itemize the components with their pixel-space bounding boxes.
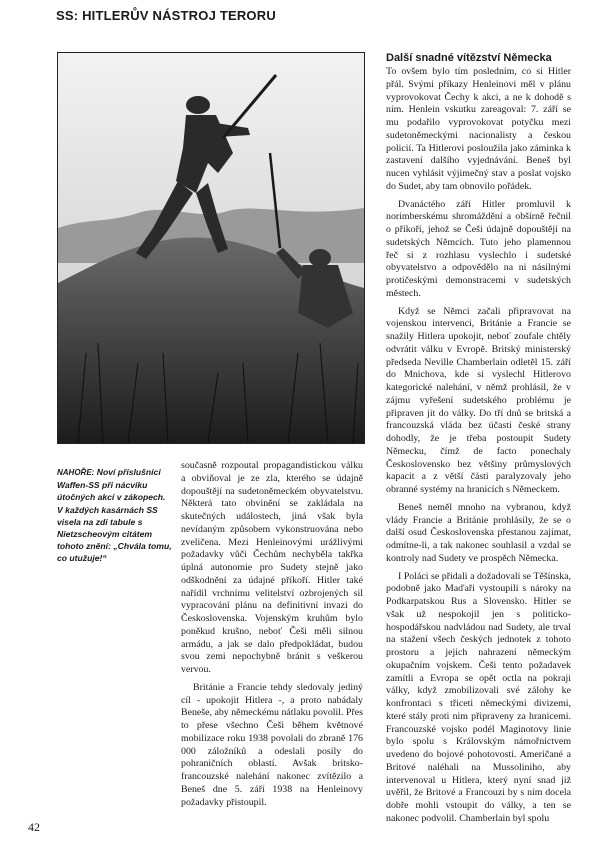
text-column-right <box>386 66 571 826</box>
running-header: SS: HITLERŮV NÁSTROJ TERORU <box>56 8 276 23</box>
caption-lead: NAHOŘE: <box>57 468 95 477</box>
paragraph: Když se Němci začali připravovat na vojenskou intervenci, Británie a Francie se snažily Hitlera upokojit, neboť zoufale chtěly odvrátit válku v Evropě. Britský ministerský předseda Neville Chamberlain odletěl 15. září do Mnichova, kde si vyslechl Hitlerovo kategorické nalehání, v němž prohlásil, že v zájmu vyřešení sudetského problému je připraven jít do války. Do tří dnů se britská a francouzská vláda bez účasti české strany dohodly, že je třeba postoupit Sudety Německu, čímž de facto ponechaly Československo bez většiny průmyslových kapacit a z větší části paralyzovaly jeho obranné systémy na hranicích s Německem. <box>386 305 571 495</box>
paragraph: I Poláci se přidali a dožadovali se Těšínska, podobně jako Maďaři vystoupili s nároky na Podkarpatskou Rus a Slovensko. Hitler se však už nespokojil jen s politicko-hospodářskou nadvládou nad Sudety, ale trval na stažení všech českých jednotek z tohoto prostoru a jejich nahrazení německým okupačním vojskem. Češi tento požadavek zamítli a Evropa se opět octla na pokraji války, když zmobilizovali své zálohy ke konfrontaci s třiceti německými divizemi, které stály proti nim připraveny za hranicemi. Francouzské vojsko podél Maginotovy linie bylo spolu s Královským námořnictvem uvedeno do bojové pohotovosti. Američané a Britové naléhali na Mussoliniho, aby intervenoval u Hitlera, který nyní snad již uvěřil, že Britové a Francouzi by s ním docela dobře mohli vstoupit do války, a ten se nakonec podvolil. Chamberlain byl spolu <box>386 570 571 824</box>
paragraph: současně rozpoutal propagandistickou válku a obviňoval je ze zla, kterého se údajně dopouštějí na sudetoněmeckém obyvatelstvu. Některá tato obvinění se zakládala na skutečných událostech, jiná však byla nevídaným způsobem vykonstruována nebo zveličena. Mezi Henleinovými urážlivými požadavky vůči Čechům nechyběla takřka úplná autonomie pro Sudety stejně jako odškodnění za údajné příkoří. Hitler také nařídil vrchnímu velitelství ozbrojených sil vypracování plánu na definitivní invazi do Československa. Vojenským kruhům bylo poněkud krušno, neboť Češi měli silnou armádu, a jak se dalo předpokládat, budou svou zemi nepochybně bránit s veškerou vervou. <box>181 460 363 675</box>
photo-ss-training <box>57 52 365 444</box>
paragraph: Dvanáctého září Hitler promluvil k norimberskému shromáždění a obšírně řečnil o příkoří, jehož se Češi údajně dopouštějí na sudetských Němcích. Tuto jeho plamennou řeč si z rozhlasu vyslechlo i sudetské obyvatelstvo a odpovědělo na ni násilnými protičeskými demonstracemi v sudetských městech. <box>386 198 571 299</box>
photo-caption <box>57 466 172 565</box>
page-number: 42 <box>28 820 40 834</box>
paragraph: Británie a Francie tehdy sledovaly jediný cíl - upokojit Hitlera -, a proto nabádaly Beneše, aby německému nátlaku povolil. Přes to přese všechno Češi během květnové mobilizace roku 1938 povolali do zbraně 176 000 záložníků a odeslali posily do pohraničních oblastí. Avšak britsko-francouzské nalehání nakonec zvítězilo a Beneš dne 5. září 1938 na Henleinovy požadavky přistoupil. <box>181 681 363 808</box>
caption-text: Noví příslušníci Waffen-SS při nácviku útočných akcí v zákopech. V každých kasárnách SS visela na zdi tabule s Nietzscheovým citátem tohoto znění: „Chvála tomu, co utužuje!“ <box>57 467 172 564</box>
section-heading: Další snadné vítězství Německa <box>386 52 552 64</box>
text-column-middle <box>181 460 363 809</box>
photo-image <box>58 53 364 443</box>
paragraph: Beneš neměl mnoho na vybranou, když vlády Francie a Británie prohlásily, že se o další osud Československa přestanou zajímat, odmítne-li, a tak nakonec souhlasil a vzdal se kontroly nad Sudety ve prospěch Německa. <box>386 501 571 564</box>
paragraph: To ovšem bylo tím posledním, co si Hitler přál. Svými příkazy Henleinovi měl v plánu vyprovokovat Čechy k akci, a ne k dohodě s ním. Henlein vskutku zareagoval: 7. září se mu podařilo vyprovokovat potyčku mezi sudetoněmeckými nacionalisty a českou policií. Ta Hitlerovi posloužila jako záminka k zastavení dalšího vyjednávání. Beneš byl nucen vyhlásit výjimečný stav a poslat vojsko do Sudet, aby tam obnovilo pořádek. <box>386 66 571 192</box>
